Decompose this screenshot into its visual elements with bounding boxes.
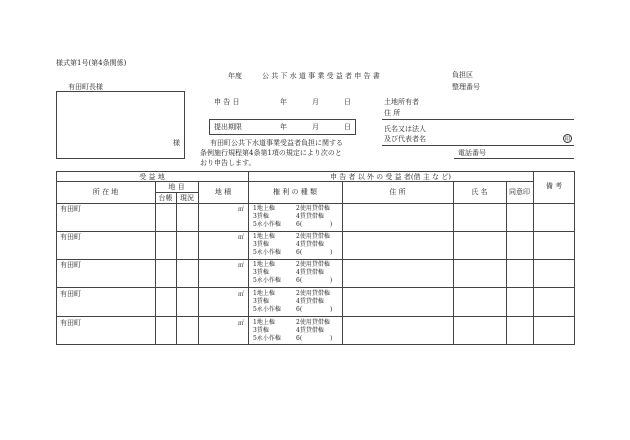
report-date-year: 年 bbox=[280, 98, 287, 106]
report-date-label: 申 告 日 bbox=[214, 98, 240, 106]
location-header: 所 在 地 bbox=[92, 188, 119, 196]
phone-label: 電話番号 bbox=[458, 149, 486, 157]
addressee-box bbox=[56, 91, 185, 159]
row-divider-3 bbox=[56, 287, 575, 288]
right-option: 6( bbox=[296, 306, 303, 313]
district-label: 負担区 bbox=[452, 71, 473, 79]
right-option: 4賃貸借権 bbox=[296, 241, 324, 248]
area-unit: ㎡ bbox=[238, 320, 245, 327]
statement-line-1: 有田町公共下水道事業受益者負担に関する bbox=[210, 139, 343, 147]
header-divider-1 bbox=[56, 181, 533, 182]
right-option: ) bbox=[330, 335, 333, 342]
col-line-2 bbox=[176, 192, 177, 345]
area-unit: ㎡ bbox=[238, 262, 245, 269]
phone-line bbox=[454, 158, 574, 159]
right-option: ) bbox=[330, 249, 333, 256]
right-option: 1地上権 bbox=[253, 261, 275, 268]
right-option: 2使用貸借権 bbox=[296, 233, 330, 240]
right-option: 1地上権 bbox=[253, 205, 275, 212]
form-number: 様式第1号(第4条関係) bbox=[56, 59, 127, 67]
fiscal-year-label: 年度 bbox=[228, 72, 242, 80]
right-option: 3賃権 bbox=[253, 241, 269, 248]
right-option: 6( bbox=[296, 221, 303, 228]
right-option: 5永小作権 bbox=[253, 306, 281, 313]
right-option: 4賃貸借権 bbox=[296, 269, 324, 276]
category-header: 地 目 bbox=[168, 183, 185, 191]
landowner-address-label: 住 所 bbox=[384, 109, 401, 117]
right-option: 6( bbox=[296, 335, 303, 342]
col-line-5 bbox=[342, 181, 343, 345]
row-divider-4 bbox=[56, 316, 575, 317]
addressee: 有田町長様 bbox=[68, 83, 103, 91]
right-option: 4賃貸借権 bbox=[296, 327, 324, 334]
ref-number-label: 整理番号 bbox=[452, 83, 480, 91]
name-header: 氏 名 bbox=[471, 188, 488, 196]
col-line-3 bbox=[198, 181, 199, 345]
right-option: 5永小作権 bbox=[253, 277, 281, 284]
right-option: 5永小作権 bbox=[253, 335, 281, 342]
col-line-8 bbox=[533, 171, 534, 345]
col-line-7 bbox=[506, 181, 507, 345]
remarks-header: 備 考 bbox=[545, 182, 563, 190]
ledger-header: 台帳 bbox=[158, 194, 173, 202]
right-option: 1地上権 bbox=[253, 233, 275, 240]
address-header: 住 所 bbox=[389, 188, 406, 196]
right-option: 4賃貸借権 bbox=[296, 298, 324, 305]
seal-mark: 印 bbox=[564, 136, 571, 143]
right-option: ) bbox=[330, 277, 333, 284]
right-option: 4賃貸借権 bbox=[296, 213, 324, 220]
deadline-day: 日 bbox=[344, 123, 351, 131]
right-option: 3賃権 bbox=[253, 298, 269, 305]
sama-label: 様 bbox=[173, 139, 180, 147]
right-option: 6( bbox=[296, 249, 303, 256]
right-option: 6( bbox=[296, 277, 303, 284]
area-unit: ㎡ bbox=[238, 291, 245, 298]
deadline-month: 月 bbox=[312, 123, 319, 131]
right-option: 2使用貸借権 bbox=[296, 290, 330, 297]
name-line bbox=[382, 145, 574, 146]
report-date-month: 月 bbox=[312, 98, 319, 106]
header-bottom-line bbox=[56, 203, 575, 204]
right-option: 5永小作権 bbox=[253, 249, 281, 256]
right-option: 2使用貸借権 bbox=[296, 261, 330, 268]
area-unit: ㎡ bbox=[238, 206, 245, 213]
area-header: 地 積 bbox=[214, 188, 232, 196]
right-type-header: 権 利 の 種 類 bbox=[273, 188, 317, 196]
row-location: 有田町 bbox=[60, 205, 81, 213]
right-option: ) bbox=[330, 306, 333, 313]
group-land-header: 受 益 地 bbox=[139, 173, 165, 181]
row-location: 有田町 bbox=[60, 290, 81, 298]
right-option: 1地上権 bbox=[253, 290, 275, 297]
consent-header: 同意印 bbox=[509, 188, 530, 196]
row-location: 有田町 bbox=[60, 261, 81, 269]
deadline-year: 年 bbox=[280, 123, 287, 131]
right-option: 2使用貸借権 bbox=[296, 319, 330, 326]
row-location: 有田町 bbox=[60, 319, 81, 327]
col-line-6 bbox=[453, 181, 454, 345]
col-line-1 bbox=[155, 181, 156, 345]
row-divider-1 bbox=[56, 231, 575, 232]
col-line-4 bbox=[248, 171, 249, 345]
report-date-day: 日 bbox=[344, 98, 351, 106]
row-divider-2 bbox=[56, 259, 575, 260]
address-line bbox=[382, 119, 574, 120]
statement-line-2: 条例施行規程第4条第1項の規定により次のと bbox=[200, 149, 342, 157]
form-title: 公 共 下 水 道 事 業 受 益 者 申 告 書 bbox=[262, 72, 380, 80]
landowner-title: 土地所有者 bbox=[384, 98, 419, 106]
statement-line-3: おり申告します。 bbox=[200, 159, 256, 167]
right-option: 3賃権 bbox=[253, 269, 269, 276]
right-option: 3賃権 bbox=[253, 213, 269, 220]
row-location: 有田町 bbox=[60, 233, 81, 241]
right-option: 1地上権 bbox=[253, 319, 275, 326]
current-header: 現況 bbox=[180, 194, 194, 202]
right-option: ) bbox=[330, 221, 333, 228]
right-option: 2使用貸借権 bbox=[296, 205, 330, 212]
right-option: 5永小作権 bbox=[253, 221, 281, 228]
landowner-rep-label: 及び代表者名 bbox=[384, 135, 426, 143]
group-declarant-header: 申 告 者 以 外 の 受 益 者(借 主 な ど) bbox=[330, 173, 451, 181]
deadline-label: 提出期限 bbox=[214, 123, 242, 131]
area-unit: ㎡ bbox=[238, 234, 245, 241]
right-option: 3賃権 bbox=[253, 327, 269, 334]
landowner-name-label: 氏名又は法人 bbox=[384, 125, 426, 133]
